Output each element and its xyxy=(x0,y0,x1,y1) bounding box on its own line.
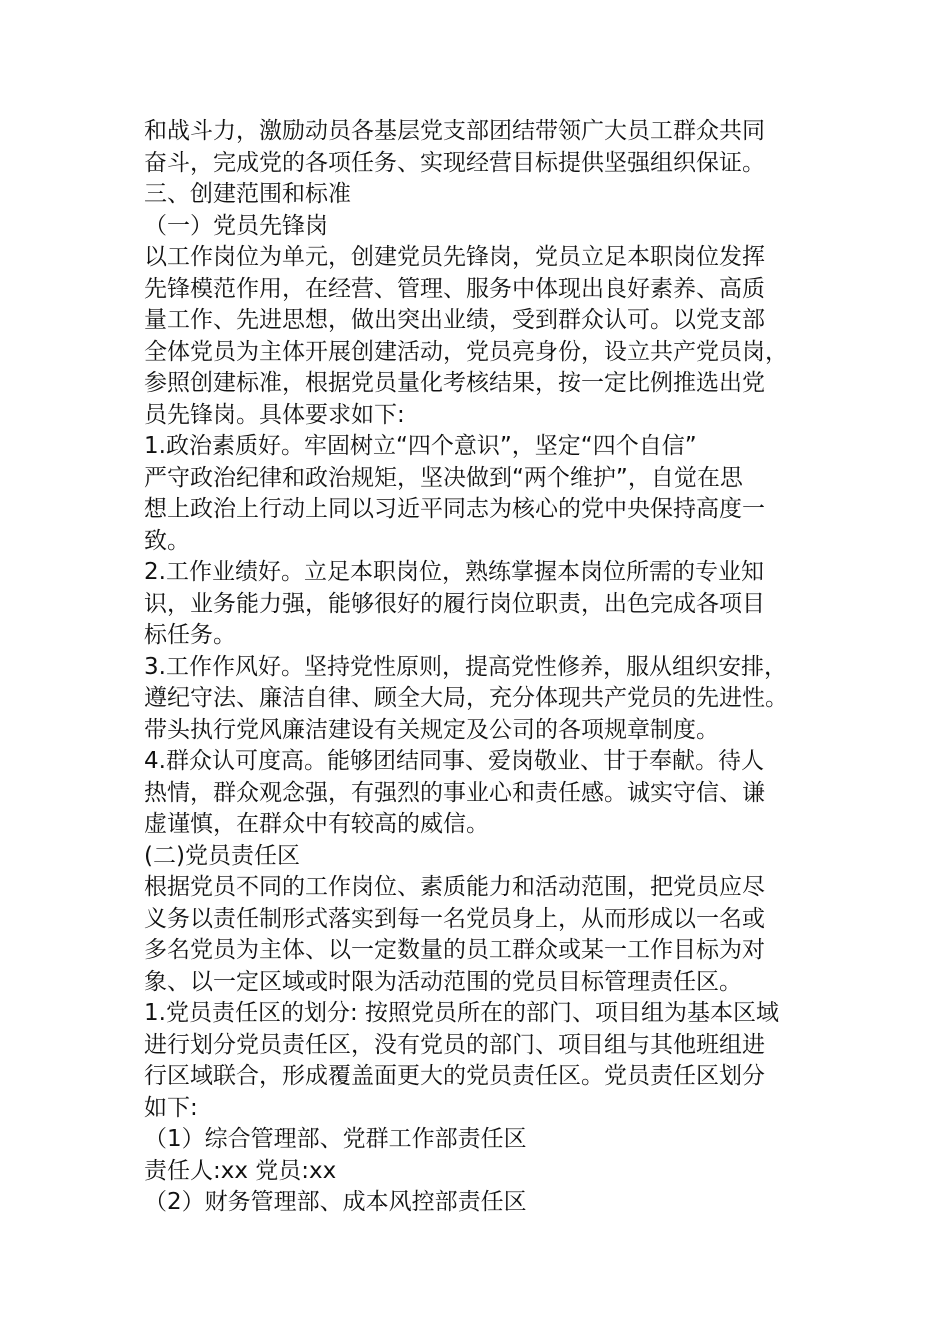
sub-list-item-line: （2）财务管理部、成本风控部责任区 xyxy=(144,1189,527,1215)
text-line: 和战斗力，激励动员各基层党支部团结带领广大员工群众共同 xyxy=(144,118,765,144)
text-line: 致。 xyxy=(144,527,190,554)
list-item-line: 4.群众认可度高。能够团结同事、爱岗敬业、甘于奉献。待人 xyxy=(144,748,764,774)
subsection-heading: (二)党员责任区 xyxy=(144,842,300,869)
text-line: 奋斗，完成党的各项任务、实现经营目标提供坚强组织保证。 xyxy=(144,149,765,176)
text-line: 多名党员为主体、以一定数量的员工群众或某一工作目标为对 xyxy=(144,937,765,963)
document-page xyxy=(144,116,824,1219)
text-line: 遵纪守法、廉洁自律、顾全大局，充分体现共产党员的先进性。 xyxy=(144,685,788,711)
sub-list-item-line: （1）综合管理部、党群工作部责任区 xyxy=(144,1126,527,1152)
text-line: 如下: xyxy=(144,1094,198,1121)
text-line: 参照创建标准，根据党员量化考核结果，按一定比例推选出党 xyxy=(144,370,765,396)
text-line: 想上政治上行动上同以习近平同志为核心的党中央保持高度一 xyxy=(144,496,765,522)
list-item-line: 2.工作业绩好。立足本职岗位，熟练掌握本岗位所需的专业知 xyxy=(144,559,764,585)
text-line: 带头执行党风廉洁建设有关规定及公司的各项规章制度。 xyxy=(144,716,719,743)
list-item-line: 1.政治素质好。牢固树立“四个意识”，坚定“四个自信” xyxy=(144,433,697,459)
text-line: 根据党员不同的工作岗位、素质能力和活动范围，把党员应尽 xyxy=(144,874,765,900)
text-line: 量工作、先进思想，做出突出业绩，受到群众认可。以党支部 xyxy=(144,307,765,333)
text-line: 严守政治纪律和政治规矩，坚决做到“两个维护”，自觉在思 xyxy=(144,464,743,491)
text-line: 先锋模范作用，在经营、管理、服务中体现出良好素养、高质 xyxy=(144,275,765,302)
text-line: 虚谨慎，在群众中有较高的威信。 xyxy=(144,811,489,837)
text-line: 进行划分党员责任区，没有党员的部门、项目组与其他班组进 xyxy=(144,1031,765,1058)
text-line: 行区域联合，形成覆盖面更大的党员责任区。党员责任区划分 xyxy=(144,1063,765,1089)
text-line: 识，业务能力强，能够很好的履行岗位职责，出色完成各项目 xyxy=(144,590,765,617)
list-item-line: 1.党员责任区的划分: 按照党员所在的部门、项目组为基本区域 xyxy=(144,1000,780,1026)
text-line: 标任务。 xyxy=(144,622,236,648)
list-item-line: 3.工作作风好。坚持党性原则，提高党性修养，服从组织安排， xyxy=(144,653,787,680)
text-line: 象、以一定区域或时限为活动范围的党员目标管理责任区。 xyxy=(144,968,742,995)
text-line: 热情，群众观念强，有强烈的事业心和责任感。诚实守信、谦 xyxy=(144,779,765,806)
section-heading: 三、创建范围和标准 xyxy=(144,181,351,207)
text-line: 员先锋岗。具体要求如下: xyxy=(144,401,405,428)
text-line: 义务以责任制形式落实到每一名党员身上，从而形成以一名或 xyxy=(144,905,765,932)
text-line: 以工作岗位为单元，创建党员先锋岗，党员立足本职岗位发挥 xyxy=(144,244,765,270)
text-line: 责任人:xx 党员:xx xyxy=(144,1157,337,1184)
text-line: 全体党员为主体开展创建活动，党员亮身份，设立共产党员岗， xyxy=(144,338,788,365)
subsection-heading: （一）党员先锋岗 xyxy=(144,212,328,239)
